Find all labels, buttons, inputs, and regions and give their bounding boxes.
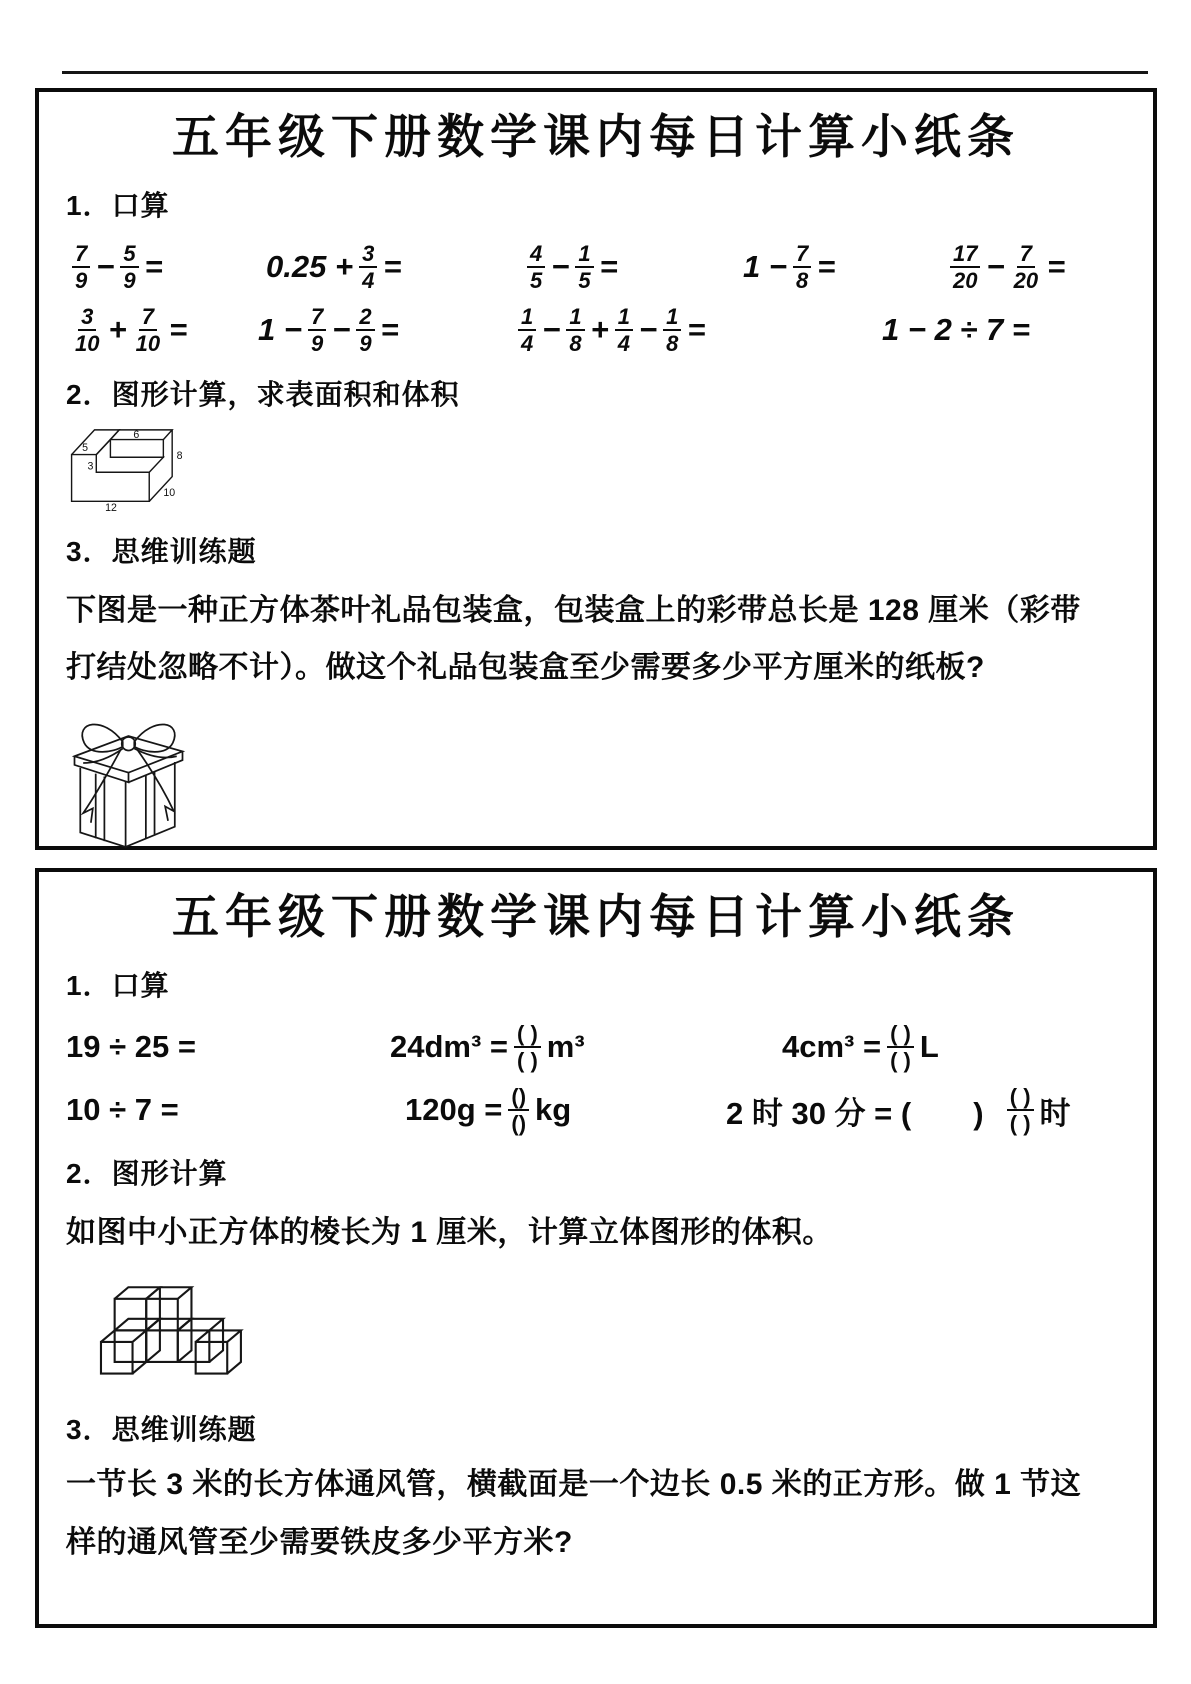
math-problem: $\frac{17}{20}$ − $\frac{7}{20}$ = [944, 236, 1065, 298]
math-problem: 1 − 2 ÷ 7 = [882, 312, 1031, 347]
math-problem: 4cm³ = $\frac{( )}{( )}$ L [782, 1021, 939, 1073]
math-problem: 1 − $\frac{7}{9}$ − $\frac{2}{9}$ = [258, 304, 399, 356]
section-heading-oral: 1．口算 [66, 190, 170, 221]
page-title: 五年级下册数学课内每日计算小纸条 [172, 892, 1020, 944]
figure-label: 8 [176, 450, 183, 462]
math-problem: 24dm³ = $\frac{( )}{( )}$ m³ [390, 1021, 585, 1073]
problem-text-line: 一节长 3 米的长方体通风管，横截面是一个边长 0.5 米的正方形。做 1 节这 [66, 1468, 1082, 1501]
math-problem: $\frac{4}{5}$ − $\frac{1}{5}$ = [521, 236, 618, 298]
math-problem: $\frac{3}{10}$ + $\frac{7}{10}$ = [75, 304, 188, 356]
figure-label: 3 [87, 460, 94, 473]
problem-text [66, 582, 1126, 696]
figure-label: 5 [82, 442, 89, 455]
shape-description [66, 1204, 1126, 1262]
section-heading-thinking: 3．思维训练题 [66, 536, 257, 567]
oral-row-1 [66, 1016, 1126, 1078]
section-heading-shape: 2．图形计算，求表面积和体积 [66, 379, 460, 410]
oral-row-2 [66, 299, 1126, 361]
worksheet-panel-2 [35, 868, 1157, 1628]
problem-text-line: 如图中小正方体的棱长为 1 厘米，计算立体图形的体积。 [66, 1216, 833, 1249]
figure-label: 12 [105, 502, 117, 512]
worksheet-panel-1 [35, 88, 1157, 850]
oral-row-2 [66, 1079, 1126, 1141]
math-problem: 0.25 + $\frac{3}{4}$ = [266, 241, 402, 293]
problem-text-line: 样的通风管至少需要铁皮多少平方米? [66, 1526, 573, 1559]
cube-stack-figure [67, 1262, 257, 1383]
gift-box-figure [61, 704, 196, 849]
math-problem: 19 ÷ 25 = [66, 1029, 196, 1064]
math-problem: 10 ÷ 7 = [66, 1092, 179, 1127]
math-problem: 120g = $\frac{()}{()}$ kg [405, 1084, 572, 1136]
oral-row-1 [66, 236, 1126, 298]
figure-label: 10 [163, 487, 176, 500]
section-heading-oral: 1．口算 [66, 970, 170, 1001]
math-problem: $\frac{1}{4}$ − $\frac{1}{8}$ + $\frac{1}{4}$ − $\frac{1}{8}$ = [512, 299, 705, 361]
header-rule [62, 71, 1148, 74]
problem-text [66, 1456, 1126, 1572]
problem-text-line: 打结处忽略不计）。做这个礼品包装盒至少需要多少平方厘米的纸板? [66, 651, 985, 684]
math-problem: $\frac{7}{9}$ − $\frac{5}{9}$ = [66, 236, 163, 298]
section-heading-shape: 2．图形计算 [66, 1158, 228, 1189]
section-heading-thinking: 3．思维训练题 [66, 1414, 257, 1445]
math-problem: 2 时 30 分 = ( ) $\frac{( )}{( )}$ 时 [726, 1084, 1071, 1136]
problem-text-line: 下图是一种正方体茶叶礼品包装盒，包装盒上的彩带总长是 128 厘米（彩带 [66, 594, 1081, 627]
l-solid-figure [61, 406, 211, 512]
math-problem: 1 − $\frac{7}{8}$ = [743, 241, 836, 293]
figure-label: 6 [133, 428, 140, 441]
page-title: 五年级下册数学课内每日计算小纸条 [172, 112, 1020, 164]
